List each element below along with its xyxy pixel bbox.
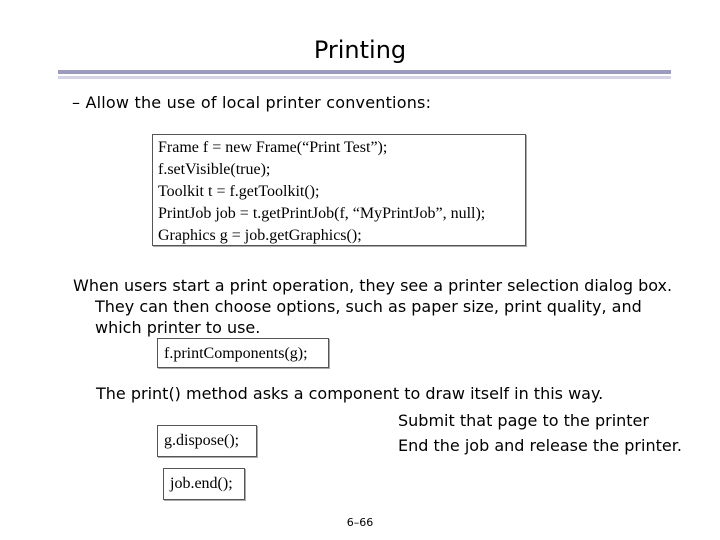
code-line: Graphics g = job.getGraphics(); bbox=[158, 227, 362, 244]
submit-page-text: Submit that page to the printer bbox=[398, 411, 649, 430]
page-number: 6–66 bbox=[346, 516, 374, 529]
print-method-text: The print() method asks a component to draw itself in this way. bbox=[96, 384, 604, 403]
title-divider-shadow bbox=[58, 76, 671, 79]
title-divider bbox=[58, 70, 671, 74]
paragraph-line: When users start a print operation, they see a printer selection dialog box. bbox=[73, 276, 673, 295]
code-line: f.setVisible(true); bbox=[158, 161, 271, 178]
slide-title: Printing bbox=[313, 36, 407, 64]
end-job-text: End the job and release the printer. bbox=[398, 436, 682, 455]
dispose-code: g.dispose(); bbox=[157, 425, 257, 457]
code-line: Frame f = new Frame(“Print Test”); bbox=[158, 139, 388, 156]
code-block bbox=[152, 134, 526, 246]
paragraph-line: They can then choose options, such as paper size, print quality, and bbox=[95, 297, 642, 316]
code-line: PrintJob job = t.getPrintJob(f, “MyPrintJob”, null); bbox=[158, 205, 486, 222]
description-paragraph bbox=[73, 275, 693, 338]
print-components-code: f.printComponents(g); bbox=[157, 338, 329, 368]
job-end-code: job.end(); bbox=[163, 468, 245, 500]
paragraph-line: which printer to use. bbox=[95, 318, 261, 337]
bullet-text: – Allow the use of local printer conventions: bbox=[72, 93, 432, 112]
code-line: Toolkit t = f.getToolkit(); bbox=[158, 183, 320, 200]
